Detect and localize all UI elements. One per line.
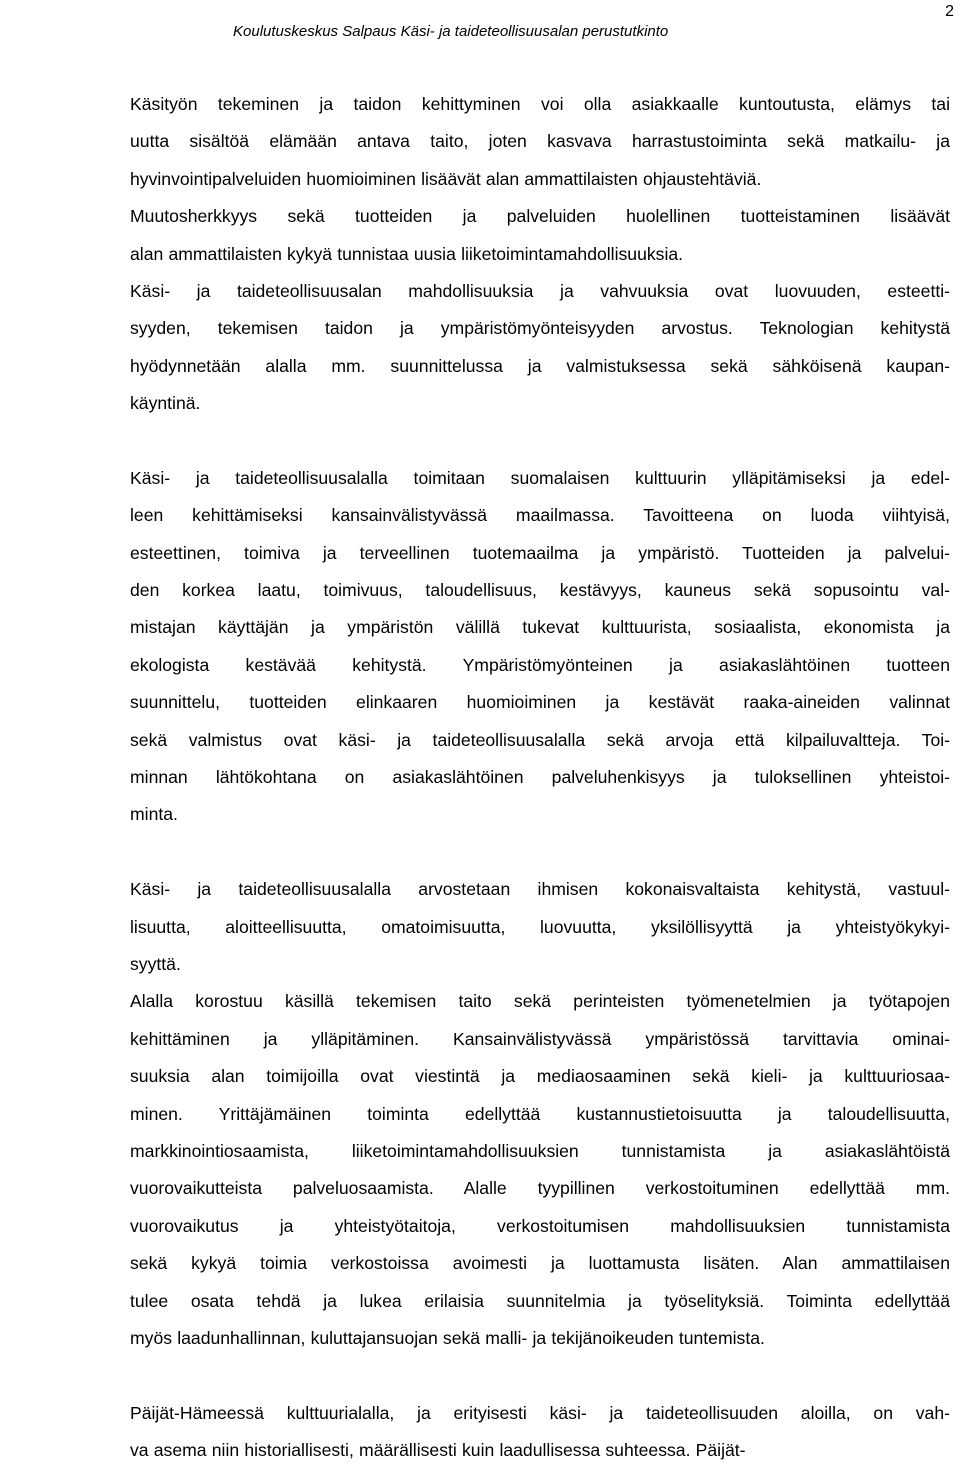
- text-line: den korkea laatu, toimivuus, taloudellisuus, kestävyys, kauneus sekä sopusointu val-: [130, 580, 950, 601]
- text-line: va asema niin historiallisesti, määrällisesti kuin laadullisessa suhteessa. Päijät-: [130, 1440, 746, 1461]
- text-line: käyntinä.: [130, 393, 201, 414]
- text-line: myös laadunhallinnan, kuluttajansuojan sekä malli- ja tekijänoikeuden tuntemista.: [130, 1327, 765, 1348]
- header-title: Koulutuskeskus Salpaus Käsi- ja taideteollisuusalan perustutkinto: [233, 23, 669, 40]
- text-line: mistajan käyttäjän ja ympäristön välillä tukevat kulttuurista, sosiaalista, ekonomista ja: [130, 617, 950, 638]
- text-line: sekä valmistus ovat käsi- ja taideteollisuusalalla sekä arvoja että kilpailuvaltteja. Toi-: [130, 729, 950, 750]
- text-line: Käsi- ja taideteollisuusalan mahdollisuuksia ja vahvuuksia ovat luovuuden, esteetti-: [130, 280, 950, 301]
- text-line: lisuutta, aloitteellisuutta, omatoimisuutta, luovuutta, yksilöllisyyttä ja yhteistyökykyi-: [130, 916, 950, 937]
- text-line: leen kehittämiseksi kansainvälistyvässä maailmassa. Tavoitteena on luoda viihtyisä,: [130, 505, 950, 526]
- paragraph: [130, 460, 950, 834]
- text-line: Käsi- ja taideteollisuusalalla arvostetaan ihmisen kokonaisvaltaista kehitystä, vastuul-: [130, 879, 950, 900]
- text-line: suunnittelu, tuotteiden elinkaaren huomioiminen ja kestävät raaka-aineiden valinnat: [130, 692, 950, 713]
- text-line: suuksia alan toimijoilla ovat viestintä ja mediaosaaminen sekä kieli- ja kulttuuriosaa-: [130, 1066, 950, 1087]
- paragraph: [130, 871, 950, 1357]
- text-line: syyttä.: [130, 953, 181, 974]
- text-line: vuorovaikutus ja yhteistyötaitoja, verkostoitumisen mahdollisuuksien tunnistamista: [130, 1215, 950, 1236]
- text-line: sekä kykyä toimia verkostoissa avoimesti ja luottamusta lisäten. Alan ammattilaisen: [130, 1253, 950, 1274]
- paragraph: [130, 86, 950, 423]
- text-line: hyvinvointipalveluiden huomioiminen lisäävät alan ammattilaisten ohjaustehtäviä.: [130, 168, 762, 189]
- paragraph-gap: [130, 1357, 950, 1394]
- text-line: minnan lähtökohtana on asiakaslähtöinen palveluhenkisyys ja tuloksellinen yhteistoi-: [130, 767, 950, 788]
- document-body: [130, 86, 950, 1469]
- text-line: Päijät-Hämeessä kulttuurialalla, ja erityisesti käsi- ja taideteollisuuden aloilla, on vah-: [130, 1402, 950, 1423]
- text-line: tulee osata tehdä ja lukea erilaisia suunnitelmia ja työselityksiä. Toiminta edellyttää: [130, 1290, 950, 1311]
- text-line: syyden, tekemisen taidon ja ympäristömyönteisyyden arvostus. Teknologian kehitystä: [130, 318, 950, 339]
- text-line: Alalla korostuu käsillä tekemisen taito sekä perinteisten työmenetelmien ja työtapojen: [130, 991, 950, 1012]
- text-line: ekologista kestävää kehitystä. Ympäristömyönteinen ja asiakaslähtöinen tuotteen: [130, 654, 950, 675]
- text-line: Käsi- ja taideteollisuusalalla toimitaan suomalaisen kulttuurin ylläpitämiseksi ja edel-: [130, 467, 950, 488]
- text-line: esteettinen, toimiva ja terveellinen tuotemaailma ja ympäristö. Tuotteiden ja palvelui-: [130, 542, 950, 563]
- text-line: hyödynnetään alalla mm. suunnittelussa ja valmistuksessa sekä sähköisenä kaupan-: [130, 355, 950, 376]
- text-line: alan ammattilaisten kykyä tunnistaa uusia liiketoimintamahdollisuuksia.: [130, 243, 684, 264]
- text-line: minen. Yrittäjämäinen toiminta edellyttää kustannustietoisuutta ja taloudellisuutta,: [130, 1103, 950, 1124]
- text-line: Käsityön tekeminen ja taidon kehittyminen voi olla asiakkaalle kuntoutusta, elämys tai: [130, 94, 950, 114]
- paragraph-gap: [130, 423, 950, 460]
- text-line: markkinointiosaamista, liiketoimintamahdollisuuksien tunnistamista ja asiakaslähtöistä: [130, 1140, 950, 1161]
- text-line: kehittäminen ja ylläpitäminen. Kansainvälistyvässä ympäristössä tarvittavia ominai-: [130, 1028, 950, 1049]
- text-line: Muutosherkkyys sekä tuotteiden ja palveluiden huolellinen tuotteistaminen lisäävät: [130, 206, 950, 227]
- page-number: 2: [945, 3, 954, 20]
- text-line: vuorovaikutteista palveluosaamista. Alalle tyypillinen verkostoituminen edellyttää mm.: [130, 1178, 950, 1199]
- paragraph: [130, 1395, 950, 1469]
- text-line: minta.: [130, 804, 178, 825]
- page-header: [0, 3, 960, 46]
- paragraph-gap: [130, 834, 950, 871]
- text-line: uutta sisältöä elämään antava taito, joten kasvava harrastustoiminta sekä matkailu- ja: [130, 131, 950, 152]
